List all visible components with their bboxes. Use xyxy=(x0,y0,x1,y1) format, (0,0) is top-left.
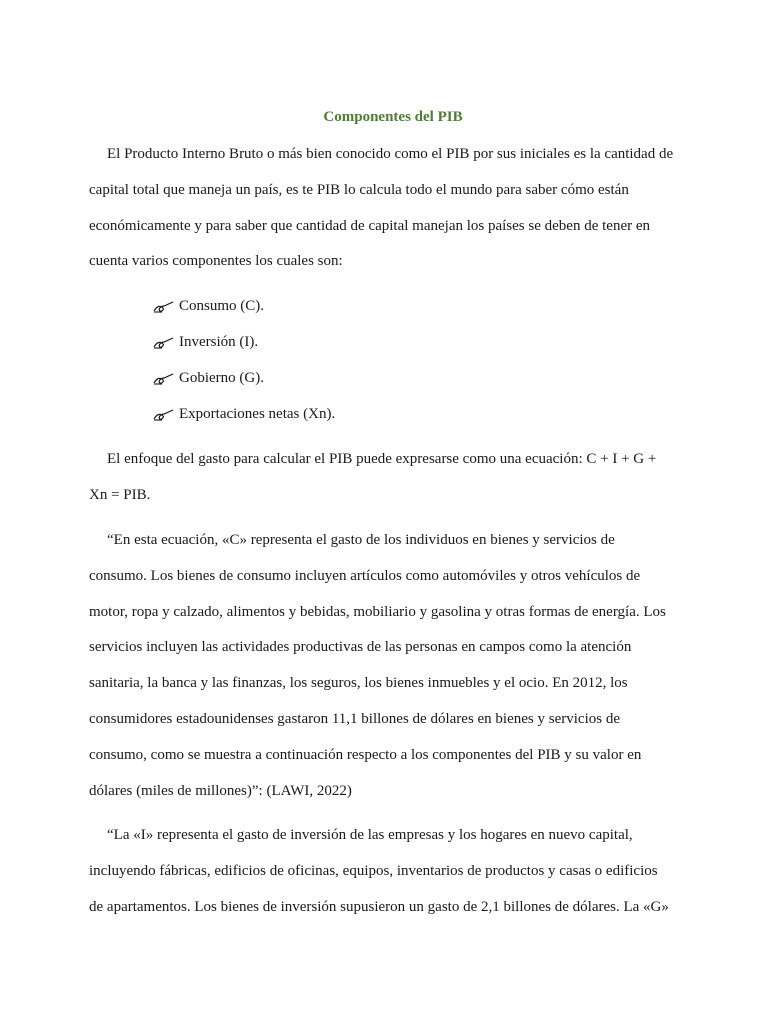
paragraph-intro xyxy=(89,137,689,280)
pen-tip-icon xyxy=(153,408,175,422)
text-line: “En esta ecuación, «C» representa el gasto de los individuos en bienes y servicios de xyxy=(107,532,615,548)
text-line: económicamente y para saber que cantidad de capital manejan los países se deben de tener en xyxy=(89,217,650,234)
text-line: “La «I» representa el gasto de inversión de las empresas y los hogares en nuevo capital, xyxy=(107,827,633,843)
pen-tip-icon xyxy=(153,336,175,350)
text-line: motor, ropa y calzado, alimentos y bebidas, mobiliario y gasolina y otras formas de energía. Los xyxy=(89,603,666,620)
paragraph-equation xyxy=(89,442,689,514)
text-line: sanitaria, la banca y las finanzas, los seguros, los bienes inmuebles y el ocio. En 2012, los xyxy=(89,675,628,692)
text-line: El Producto Interno Bruto o más bien conocido como el PIB por sus iniciales es la cantidad de xyxy=(107,146,674,162)
text-line: cuenta varios componentes los cuales son: xyxy=(89,253,343,270)
text-line: consumo, como se muestra a continuación respecto a los componentes del PIB y su valor en xyxy=(89,746,642,763)
text-line: Xn = PIB. xyxy=(89,486,151,503)
components-list xyxy=(153,296,335,440)
text-line: dólares (miles de millones)”: (LAWI, 2022) xyxy=(89,782,352,799)
text-line: servicios incluyen las actividades productivas de las personas en campos como la atención xyxy=(89,639,632,656)
list-item-label: Exportaciones netas (Xn). xyxy=(179,406,336,422)
text-line: de apartamentos. Los bienes de inversión supusieron un gasto de 2,1 billones de dólares. La «G» xyxy=(89,898,669,915)
list-item-label: Inversión (I). xyxy=(179,334,259,350)
text-line: consumidores estadounidenses gastaron 11,1 billones de dólares en bienes y servicios de xyxy=(89,710,620,727)
list-item xyxy=(153,332,335,368)
list-item xyxy=(153,368,335,404)
list-item-label: Consumo (C). xyxy=(179,298,265,314)
paragraph-consumption xyxy=(89,523,689,809)
list-item-label: Gobierno (G). xyxy=(179,370,264,386)
text-line: El enfoque del gasto para calcular el PIB puede expresarse como una ecuación: C + I + G + xyxy=(107,451,657,467)
page-title: Componentes del PIB xyxy=(323,109,463,125)
paragraph-investment xyxy=(89,818,689,925)
text-line: capital total que maneja un país, es te PIB lo calcula todo el mundo para saber cómo están xyxy=(89,181,629,198)
pen-tip-icon xyxy=(153,300,175,314)
text-line: incluyendo fábricas, edificios de oficinas, equipos, inventarios de productos y casas o edificios xyxy=(89,862,658,879)
list-item xyxy=(153,404,335,440)
pen-tip-icon xyxy=(153,372,175,386)
text-line: consumo. Los bienes de consumo incluyen artículos como automóviles y otros vehículos de xyxy=(89,567,641,584)
list-item xyxy=(153,296,335,332)
